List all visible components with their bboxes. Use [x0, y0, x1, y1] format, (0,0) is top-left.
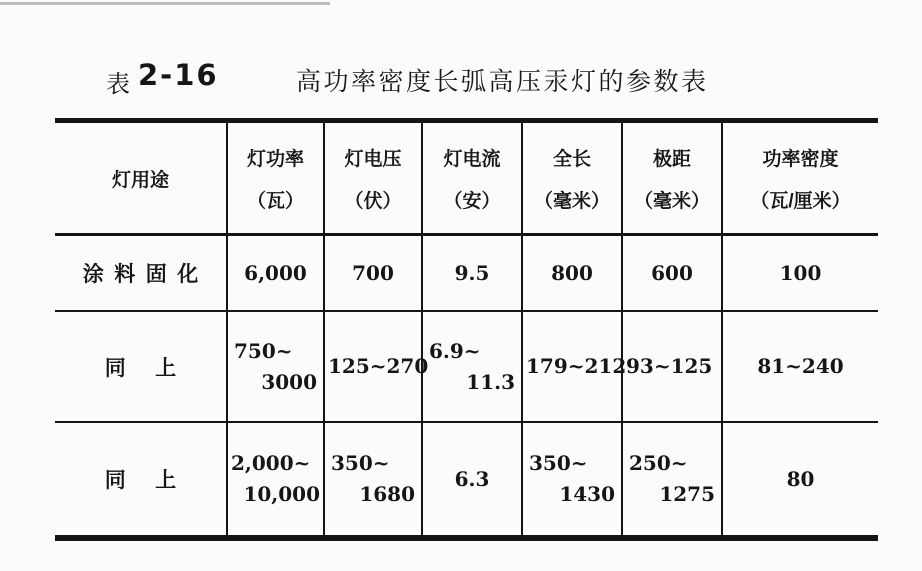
header-electrode-gap [623, 123, 723, 236]
cell-text: 80 [786, 466, 815, 491]
cell-text: 10,000 [243, 482, 320, 506]
cell-voltage-row3 [325, 423, 423, 535]
header-unit: （毫米） [633, 190, 710, 212]
header-line: 灯功率 [246, 148, 304, 170]
cell-text: 700 [352, 260, 394, 285]
cell-text: 9.5 [454, 260, 490, 285]
cell-text: 同上 [104, 356, 206, 380]
header-unit: （伏） [344, 190, 402, 212]
table-caption [0, 54, 922, 100]
cell-density-row1 [723, 236, 878, 312]
header-total-length [523, 123, 623, 236]
cell-text: 2,000~ [231, 451, 311, 475]
header-lamp-use [55, 123, 228, 236]
cell-text: 250~ [629, 451, 688, 475]
cell-text: 6.3 [454, 466, 490, 491]
header-line: 灯电压 [344, 148, 402, 170]
header-unit: （瓦/厘米） [750, 190, 851, 212]
header-lamp-power [228, 123, 325, 236]
cell-power-row3 [228, 423, 325, 535]
header-line: 灯用途 [111, 169, 169, 191]
cell-text: 100 [779, 260, 822, 285]
header-line: 功率密度 [762, 148, 839, 170]
cell-text: 11.3 [466, 369, 515, 394]
header-unit: （毫米） [533, 190, 610, 212]
cell-text: 同上 [104, 469, 206, 492]
cell-use-row1 [55, 236, 228, 312]
caption-table-number: 2-16 [138, 58, 219, 92]
header-power-density [723, 123, 878, 236]
header-line: 全长 [552, 148, 591, 170]
cell-use-row3 [55, 423, 228, 535]
cell-text: 涂料固化 [82, 263, 209, 286]
cell-use-row2 [55, 312, 228, 423]
cell-length-row1 [523, 236, 623, 312]
cell-text: 1680 [359, 482, 415, 506]
caption-table-word: 表 [106, 71, 132, 98]
cell-text: 81~240 [757, 354, 844, 378]
cell-text: 1430 [559, 482, 615, 506]
cell-gap-row1 [623, 236, 723, 312]
cell-text: 600 [651, 260, 693, 285]
cell-text: 750~ [234, 338, 293, 363]
header-line: 极距 [652, 148, 691, 170]
header-lamp-current [423, 123, 523, 236]
scan-artifact [0, 2, 330, 5]
header-unit: （安） [443, 190, 501, 212]
caption-title-text: 高功率密度长弧高压汞灯的参数表 [296, 68, 709, 96]
cell-text: 800 [551, 260, 593, 285]
header-line: 灯电流 [443, 148, 501, 170]
cell-text: 1275 [659, 482, 715, 506]
parameter-table [55, 118, 878, 541]
cell-text: 350~ [331, 451, 390, 475]
cell-gap-row2 [623, 312, 723, 423]
cell-length-row3 [523, 423, 623, 535]
cell-length-row2 [523, 312, 627, 423]
cell-current-row1 [423, 236, 523, 312]
cell-power-row1 [228, 236, 325, 312]
cell-text: 125~270 [328, 354, 429, 378]
cell-text: 93~125 [626, 354, 713, 378]
cell-text: 6.9~ [429, 338, 481, 363]
cell-text: 3000 [261, 369, 317, 394]
cell-current-row3 [423, 423, 523, 535]
cell-density-row2 [723, 312, 878, 423]
cell-voltage-row1 [325, 236, 423, 312]
cell-text: 6,000 [244, 260, 307, 285]
cell-gap-row3 [623, 423, 723, 535]
cell-density-row3 [723, 423, 878, 535]
cell-voltage-row2 [325, 312, 429, 423]
cell-text: 179~212 [526, 354, 627, 378]
cell-text: 350~ [529, 451, 588, 475]
header-lamp-voltage [325, 123, 423, 236]
header-unit: （瓦） [246, 190, 304, 212]
cell-current-row2 [423, 312, 523, 423]
cell-power-row2 [228, 312, 325, 423]
